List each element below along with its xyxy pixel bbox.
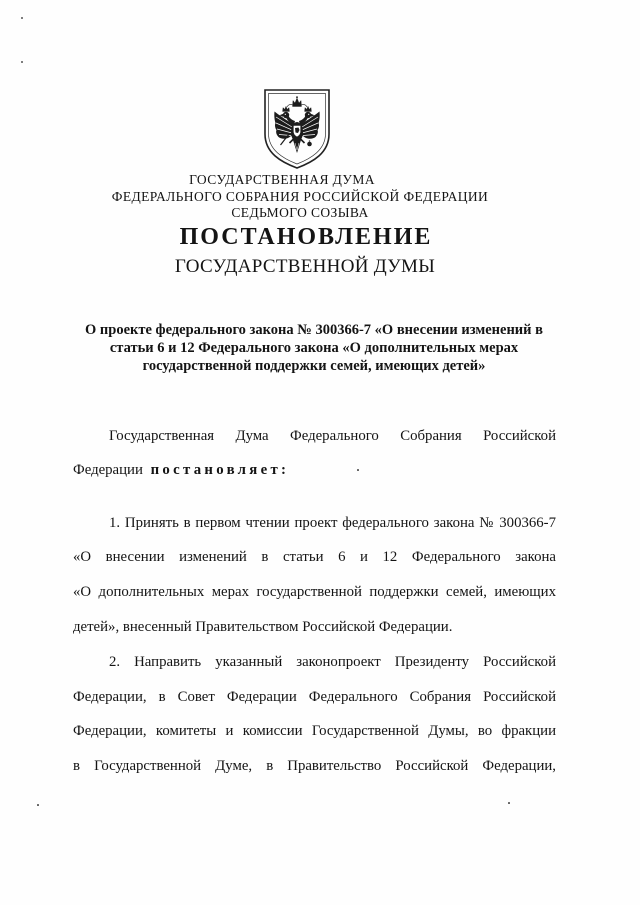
header-org-line: ФЕДЕРАЛЬНОГО СОБРАНИЯ РОССИЙСКОЙ ФЕДЕРАЦИИ xyxy=(111,189,489,204)
scan-speck xyxy=(21,17,23,19)
scan-speck xyxy=(21,61,23,63)
preamble-paragraph xyxy=(73,419,556,489)
resolution-item-1 xyxy=(73,506,556,645)
title-line: О проекте федерального закона № 300366-7 «О внесении изменений в xyxy=(85,322,543,338)
body-line: 2. Направить указанный законопроект Президенту Российской xyxy=(109,653,556,670)
big-crown xyxy=(293,98,302,107)
header-convocation-line: СЕДЬМОГО СОЗЫВА xyxy=(231,205,369,220)
scan-speck xyxy=(508,802,510,804)
body-line: 1. Принять в первом чтении проект федерального закона № 300366-7 xyxy=(109,514,556,531)
body-line: детей», внесенный Правительством Российской Федерации. xyxy=(73,618,453,635)
resolution-title xyxy=(73,321,555,375)
title-line: статьи 6 и 12 Федерального закона «О дополнительных мерах xyxy=(109,340,519,356)
resolution-body xyxy=(73,419,556,784)
body-line: «О внесении изменений в статьи 6 и 12 Федерального закона xyxy=(73,549,556,566)
body-line: Государственная Дума Федерального Собрания Российской xyxy=(109,427,556,444)
document-issuer-heading: ГОСУДАРСТВЕННОЙ ДУМЫ xyxy=(174,256,436,277)
body-line: Федерации, комитеты и комиссии Государственной Думы, во фракции xyxy=(73,723,556,740)
body-line: в Государственной Думе, в Правительство Российской Федерации, xyxy=(73,758,556,775)
operative-verb: постановляет: xyxy=(150,462,290,479)
resolution-item-2 xyxy=(73,645,556,784)
eagle-tail xyxy=(293,140,301,153)
orb xyxy=(307,142,312,147)
body-line: Федерации, в Совет Федерации Федерального Собрания Российской xyxy=(73,688,556,705)
header-org-line: ГОСУДАРСТВЕННАЯ ДУМА xyxy=(189,172,375,187)
body-line: «О дополнительных мерах государственной поддержки семей, имеющих xyxy=(73,584,556,601)
body-line xyxy=(73,453,556,488)
scan-speck xyxy=(37,804,39,806)
double-headed-eagle xyxy=(274,96,319,153)
preamble-subject: Федерации xyxy=(73,462,143,479)
document-type-heading: ПОСТАНОВЛЕНИЕ xyxy=(179,224,433,250)
coat-of-arms-icon xyxy=(262,87,332,171)
title-line: государственной поддержки семей, имеющих детей» xyxy=(142,358,486,374)
